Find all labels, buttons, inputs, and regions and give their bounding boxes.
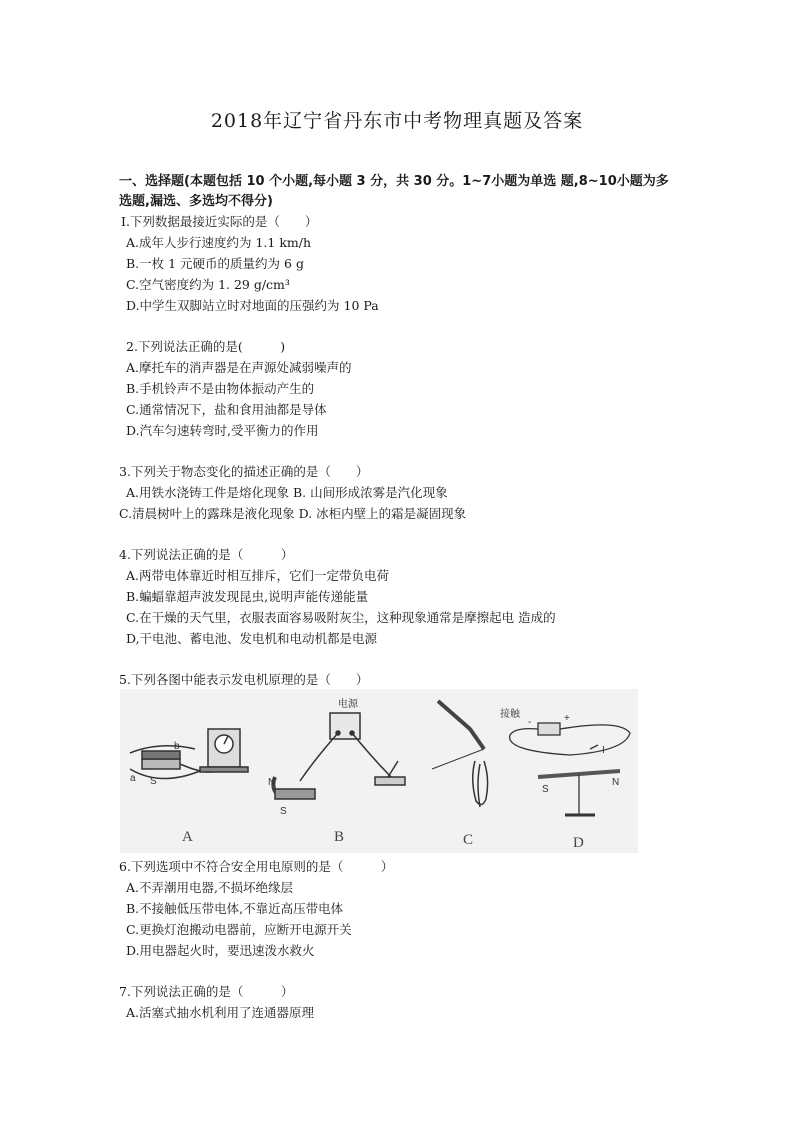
figure-label-b: B: [334, 829, 345, 845]
q3-option-ab: A.用铁水浇铸工件是熔化现象 B. 山间形成浓雾是汽化现象: [126, 485, 448, 500]
q2-stem: 2.下列说法正确的是( ): [126, 339, 286, 354]
figure-b-north: N: [268, 777, 276, 788]
q1-option-c: C.空气密度约为 1. 29 g/cm³: [126, 277, 290, 292]
q6-stem: 6.下列选项中不符合安全用电原则的是（ ）: [119, 859, 394, 874]
q5-stem: 5.下列各图中能表示发电机原理的是（ ）: [119, 672, 369, 687]
q7-option-a: A.活塞式抽水机利用了连通器原理: [126, 1005, 315, 1020]
figure-a-south: S: [150, 776, 157, 787]
q1-stem: I.下列数据最接近实际的是（ ）: [121, 214, 318, 229]
q4-option-c: C.在干燥的天气里，衣服表面容易吸附灰尘，这种现象通常是摩擦起电 造成的: [126, 610, 556, 625]
q1-option-d: D.中学生双脚站立时对地面的压强约为 10 Pa: [126, 298, 379, 313]
figure-a-wire-a: a: [130, 773, 136, 784]
figure-a-apparatus: [130, 729, 248, 779]
q6-option-a: A.不弄潮用电器,不损坏绝缘层: [126, 880, 293, 895]
q3-option-cd: C.清晨树叶上的露珠是液化现象 D. 冰柜内壁上的霜是凝固现象: [119, 506, 467, 521]
q7-stem: 7.下列说法正确的是（ ）: [119, 984, 294, 999]
q4-option-b: B.蝙蝠靠超声波发现昆虫,说明声能传递能量: [126, 589, 369, 604]
figure-d-minus: -: [528, 717, 532, 728]
figure-d-plus: +: [564, 713, 570, 724]
q5-figure: [120, 689, 638, 853]
figure-d-contact: 接触: [500, 709, 520, 720]
q4-option-d: D,干电池、蓄电池、发电机和电动机都是电源: [126, 631, 378, 646]
figure-d-north: N: [612, 777, 620, 788]
section-header: 一、选择题(本题包括 10 个小题,每小题 3 分，共 30 分。1~7小题为单选 题,8~10小题为多选题,漏选、多选均不得分): [119, 174, 669, 209]
figure-c-apparatus: [432, 701, 488, 807]
figure-d-current: I: [602, 745, 605, 756]
q1-option-b: B.一枚 1 元硬币的质量约为 6 g: [126, 256, 304, 271]
q6-option-c: C.更换灯泡搬动电器前，应断开电源开关: [126, 922, 352, 937]
q2-option-d: D.汽车匀速转弯时,受平衡力的作用: [126, 423, 319, 438]
figure-b-power: 电源: [338, 699, 358, 710]
figure-a-wire-b: b: [174, 741, 180, 752]
q3-stem: 3.下列关于物态变化的描述正确的是（ ）: [119, 464, 369, 479]
q2-option-c: C.通常情况下，盐和食用油都是导体: [126, 402, 327, 417]
q4-stem: 4.下列说法正确的是（ ）: [119, 547, 294, 562]
page-title: 2018年辽宁省丹东市中考物理真题及答案: [210, 110, 584, 132]
figure-d-apparatus: [510, 723, 630, 815]
q1-option-a: A.成年人步行速度约为 1.1 km/h: [126, 235, 312, 250]
figure-b-south: S: [280, 806, 287, 817]
q2-option-b: B.手机铃声不是由物体振动产生的: [126, 381, 315, 396]
q2-option-a: A.摩托车的消声器是在声源处减弱噪声的: [126, 360, 352, 375]
figure-b-apparatus: [273, 713, 405, 799]
q4-option-a: A.两带电体靠近时相互排斥，它们一定带负电荷: [126, 568, 390, 583]
figure-d-south: S: [542, 784, 549, 795]
q6-option-b: B.不接触低压带电体,不靠近高压带电体: [126, 901, 344, 916]
q6-option-d: D.用电器起火时，要迅速泼水救火: [126, 943, 315, 958]
figure-label-c: C: [463, 832, 474, 848]
figure-label-d: D: [573, 835, 584, 851]
figure-label-a: A: [182, 829, 193, 845]
